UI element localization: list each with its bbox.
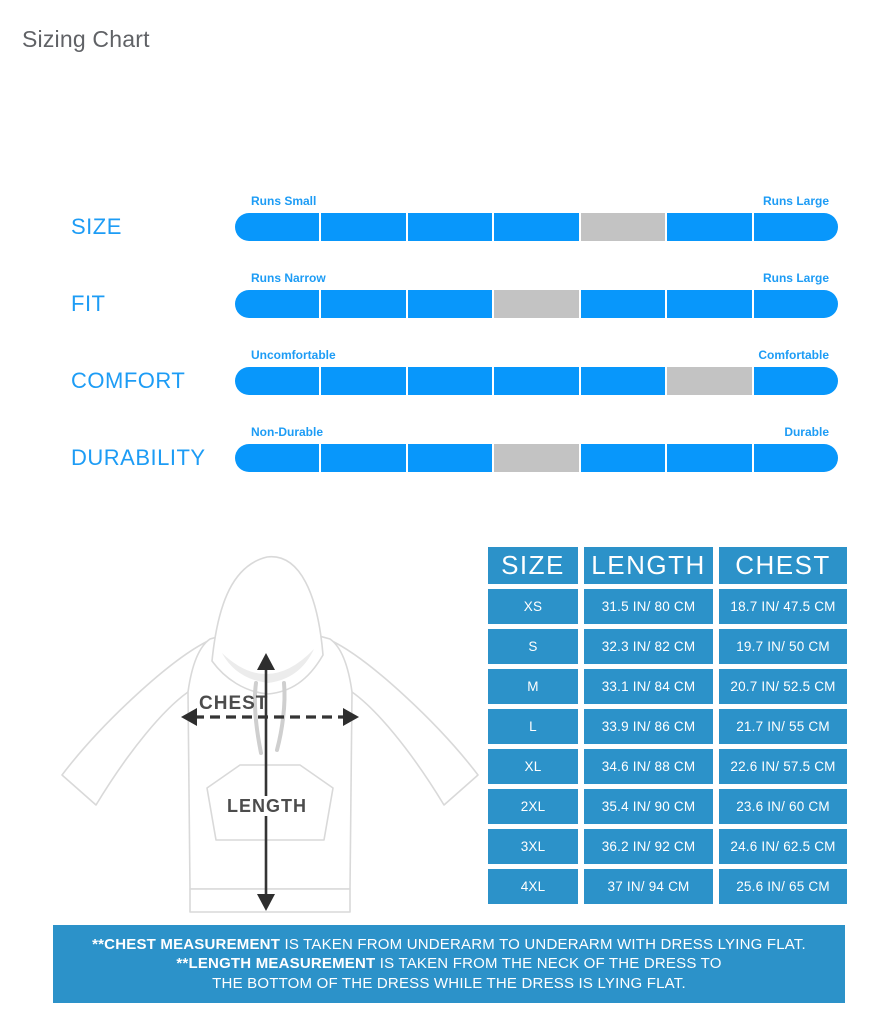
table-size-cell: XS	[488, 589, 578, 624]
table-length-cell: 32.3 IN/ 82 CM	[584, 629, 713, 664]
hoodie-hood	[212, 557, 323, 694]
table-chest-cell: 18.7 IN/ 47.5 CM	[719, 589, 847, 624]
measurement-note	[53, 925, 845, 1003]
length-note-text: IS TAKEN FROM THE NECK OF THE DRESS TO	[375, 955, 722, 973]
chest-note-bold: **CHEST MEASUREMENT	[92, 935, 281, 953]
rating-segment-durability	[754, 444, 838, 472]
table-chest-cell: 21.7 IN/ 55 CM	[719, 709, 847, 744]
rating-segment-durability	[235, 444, 319, 472]
chest-arrow-label: CHEST	[199, 693, 269, 714]
page-title: Sizing Chart	[22, 26, 150, 52]
rating-segment-fit	[754, 290, 838, 318]
rating-segment-size	[667, 213, 751, 241]
table-size-cell: L	[488, 709, 578, 744]
rating-category-label-size: SIZE	[71, 214, 122, 239]
table-length-cell: 37 IN/ 94 CM	[584, 869, 713, 904]
rating-segment-fit	[581, 290, 665, 318]
rating-segment-durability	[581, 444, 665, 472]
table-size-cell: XL	[488, 749, 578, 784]
rating-segment-size	[321, 213, 405, 241]
rating-min-label-fit: Runs Narrow	[251, 271, 326, 285]
rating-row-comfort	[0, 345, 887, 407]
rating-marker-segment-comfort	[667, 367, 751, 395]
length-note-bold: **LENGTH MEASUREMENT	[176, 955, 376, 973]
table-header-size: SIZE	[488, 547, 578, 584]
rating-segment-fit	[408, 290, 492, 318]
rating-segment-size	[494, 213, 578, 241]
rating-segment-comfort	[235, 367, 319, 395]
table-length-cell: 34.6 IN/ 88 CM	[584, 749, 713, 784]
measurement-note-line2	[176, 954, 721, 974]
rating-segment-fit	[235, 290, 319, 318]
rating-segment-size	[235, 213, 319, 241]
table-chest-cell: 20.7 IN/ 52.5 CM	[719, 669, 847, 704]
rating-marker-segment-durability	[494, 444, 578, 472]
table-size-cell: 4XL	[488, 869, 578, 904]
rating-marker-segment-size	[581, 213, 665, 241]
size-table	[488, 547, 847, 904]
rating-min-label-durability: Non-Durable	[251, 425, 323, 439]
length-arrow-label: LENGTH	[227, 796, 307, 816]
rating-segment-durability	[408, 444, 492, 472]
rating-segment-size	[754, 213, 838, 241]
measurement-note-line1	[92, 935, 806, 955]
rating-category-label-durability: DURABILITY	[71, 445, 206, 470]
rating-segment-comfort	[754, 367, 838, 395]
rating-max-label-fit: Runs Large	[762, 271, 829, 285]
table-length-cell: 33.1 IN/ 84 CM	[584, 669, 713, 704]
table-length-cell: 33.9 IN/ 86 CM	[584, 709, 713, 744]
table-chest-cell: 25.6 IN/ 65 CM	[719, 869, 847, 904]
table-size-cell: 3XL	[488, 829, 578, 864]
rating-row-fit	[0, 268, 887, 330]
rating-segment-fit	[667, 290, 751, 318]
table-header-length: LENGTH	[584, 547, 713, 584]
table-size-cell: M	[488, 669, 578, 704]
garment-diagram	[58, 543, 482, 939]
table-chest-cell: 19.7 IN/ 50 CM	[719, 629, 847, 664]
table-chest-cell: 23.6 IN/ 60 CM	[719, 789, 847, 824]
rating-segment-comfort	[321, 367, 405, 395]
length-note-text2: THE BOTTOM OF THE DRESS WHILE THE DRESS IS LYING FLAT.	[212, 974, 686, 992]
table-length-cell: 36.2 IN/ 92 CM	[584, 829, 713, 864]
rating-bar-size	[235, 213, 838, 241]
rating-segment-comfort	[494, 367, 578, 395]
rating-marker-segment-fit	[494, 290, 578, 318]
rating-category-label-comfort: COMFORT	[71, 368, 186, 393]
rating-bar-comfort	[235, 367, 838, 395]
table-chest-cell: 22.6 IN/ 57.5 CM	[719, 749, 847, 784]
table-size-cell: S	[488, 629, 578, 664]
table-header-chest: CHEST	[719, 547, 847, 584]
measurement-note-line3	[212, 974, 686, 994]
rating-segment-durability	[667, 444, 751, 472]
rating-row-durability	[0, 422, 887, 484]
rating-segment-fit	[321, 290, 405, 318]
rating-segment-comfort	[581, 367, 665, 395]
ratings-section	[0, 191, 887, 491]
rating-bar-durability	[235, 444, 838, 472]
rating-category-label-fit: FIT	[71, 291, 106, 316]
rating-row-size	[0, 191, 887, 253]
rating-max-label-size: Runs Large	[762, 194, 829, 208]
table-length-cell: 31.5 IN/ 80 CM	[584, 589, 713, 624]
rating-bar-fit	[235, 290, 838, 318]
rating-min-label-comfort: Uncomfortable	[251, 348, 336, 362]
rating-max-label-comfort: Comfortable	[758, 348, 829, 362]
chest-note-text: IS TAKEN FROM UNDERARM TO UNDERARM WITH DRESS LYING FLAT.	[280, 935, 806, 953]
table-length-cell: 35.4 IN/ 90 CM	[584, 789, 713, 824]
rating-segment-comfort	[408, 367, 492, 395]
rating-segment-durability	[321, 444, 405, 472]
rating-min-label-size: Runs Small	[251, 194, 317, 208]
table-chest-cell: 24.6 IN/ 62.5 CM	[719, 829, 847, 864]
table-size-cell: 2XL	[488, 789, 578, 824]
rating-segment-size	[408, 213, 492, 241]
rating-max-label-durability: Durable	[784, 425, 829, 439]
